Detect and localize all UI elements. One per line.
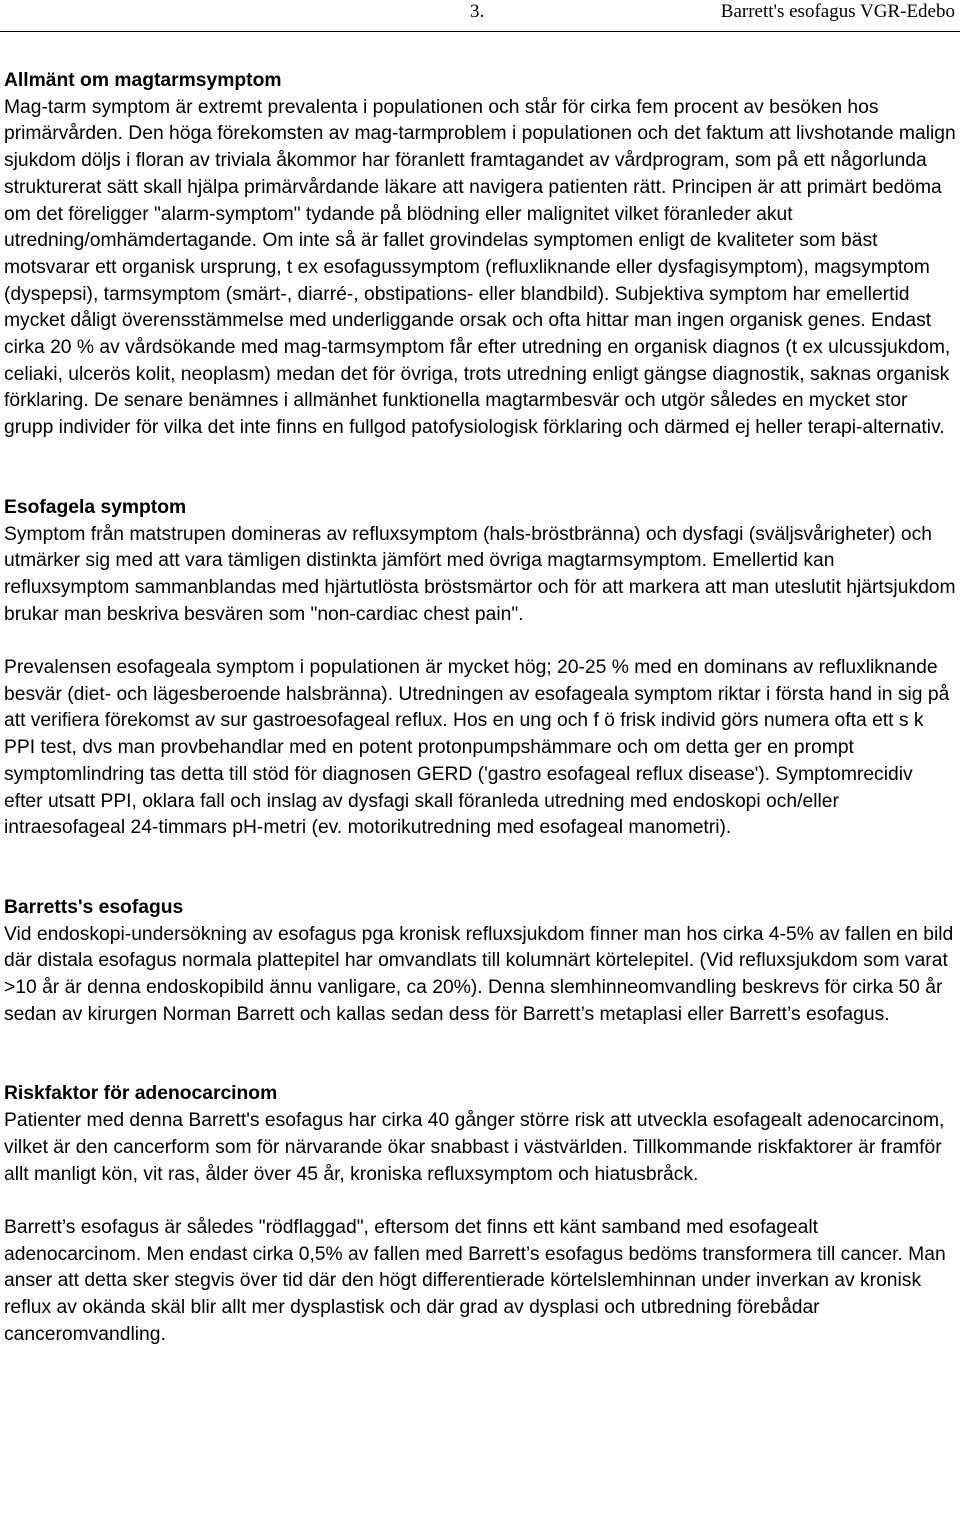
paragraph: Symptom från matstrupen domineras av refluxsymptom (hals-bröstbränna) och dysfagi (sväljsvårigheter) och utmärker sig med att vara tämligen distinkta jämfört med övriga magtarmsymptom. Emellertid kan refluxsymptom sammanblandas med hjärtutlösta bröstsmärtor och för att markera att man uteslutit hjärtsjukdom brukar man beskriva besvären som "non-cardiac chest pain". [4, 523, 956, 625]
page-number: 3. [470, 1, 485, 22]
section-heading: Barretts's esofagus [4, 896, 184, 918]
document-title: Barrett's esofagus VGR-Edebo [720, 1, 955, 22]
paragraph: Patienter med denna Barrett's esofagus har cirka 40 gånger större risk att utveckla esofagealt adenocarcinom, vilket är den cancerform som för närvarande ökar snabbast i västvärlden. Tillkommande riskfaktorer är framför allt manligt kön, vit ras, ålder över 45 år, kroniska refluxsymptom och hiatusbråck. [4, 1110, 945, 1185]
section-adenocarcinoma-risk [4, 1081, 956, 1348]
section-general-symptoms [4, 68, 956, 442]
paragraph-spacer [4, 1188, 956, 1215]
section-heading: Riskfaktor för adenocarcinom [4, 1083, 278, 1105]
page-header [0, 0, 960, 34]
section-spacer [4, 842, 956, 895]
paragraph: Prevalensen esofageala symptom i populationen är mycket hög; 20-25 % med en dominans av refluxliknande besvär (diet- och lägesberoende halsbränna). Utredningen av esofageala symptom riktar i första hand in sig på att verifiera förekomst av sur gastroesofageal reflux. Hos en ung och f ö frisk individ görs numera ofta ett s k PPI test, dvs man provbehandlar med en potent protonpumpshämmare och om detta ger en prompt symptomlindring tas detta till stöd för diagnosen GERD ('gastro esofageal reflux disease'). Symptomrecidiv efter utsatt PPI, oklara fall och inslag av dysfagi skall föranleda utredning med endoskopi och/eller intraesofageal 24-timmars pH-metri (ev. motorikutredning med esofageal manometri). [4, 657, 950, 839]
document-body [4, 68, 956, 1349]
section-esophageal-symptoms [4, 495, 956, 842]
section-spacer [4, 1028, 956, 1081]
header-divider [0, 31, 960, 32]
section-heading: Esofagela symptom [4, 496, 187, 518]
section-spacer [4, 442, 956, 495]
paragraph: Barrett’s esofagus är således "rödflaggad", eftersom det finns ett känt samband med esofagealt adenocarcinom. Men endast cirka 0,5% av fallen med Barrett’s esofagus bedöms transformera till cancer. Man anser att detta sker stegvis över tid där den högt differentierade körtelslemhinnan under inverkan av kronisk reflux av okända skäl blir allt mer dysplastisk och där grad av dysplasi och utbredning förebådar canceromvandling. [4, 1216, 946, 1345]
section-barretts-esophagus [4, 895, 956, 1029]
section-heading: Allmänt om magtarmsymptom [4, 70, 282, 91]
paragraph: Vid endoskopi-undersökning av esofagus pga kronisk refluxsjukdom finner man hos cirka 4-5% av fallen en bild där distala esofagus normala plattepitel har omvandlats till kolumnärt körtelepitel. (Vid refluxsjukdom som varat >10 år är denna endoskopibild ännu vanligare, ca 20%). Denna slemhinneomvandling beskrevs för cirka 50 år sedan av kirurgen Norman Barrett och kallas sedan dess för Barrett’s metaplasi eller Barrett’s esofagus. [4, 923, 954, 1025]
paragraph: Mag-tarm symptom är extremt prevalenta i populationen och står för cirka fem procent av besöken hos primärvården. Den höga förekomsten av mag-tarmproblem i populationen och det faktum att livshotande malign sjukdom döljs i floran av triviala åkommor har föranlett framtagandet av vårdprogram, som på ett någorlunda strukturerat sätt skall hjälpa primärvårdande läkare att navigera patienten rätt. Principen är att primärt bedöma om det föreligger "alarm-symptom" tydande på blödning eller malignitet vilket föranleder akut utredning/omhämdertagande. Om inte så är fallet grovindelas symptomen enligt de kvaliteter som bäst motsvarar ett organisk ursprung, t ex esofagussymptom (refluxliknande eller dysfagisymptom), magsymptom (dyspepsi), tarmsymptom (smärt-, diarré-, obstipations- eller blandbild). Subjektiva symptom har emellertid mycket dåligt överensstämmelse med underliggande orsak och ofta hittar man ingen organisk genes. Endast cirka 20 % av vårdsökande med mag-tarmsymptom får efter utredning en organisk diagnos (t ex ulcussjukdom, celiaki, ulcerös kolit, neoplasm) medan det för övriga, trots utredning enligt gängse diagnostik, saknas organisk förklaring. De senare benämnes i allmänhet funktionella magtarmbesvär och utgör således en mycket stor grupp individer för vilka det inte finns en fullgod patofysiologisk förklaring och därmed ej heller terapi-alternativ. [4, 96, 956, 439]
paragraph-spacer [4, 628, 956, 655]
